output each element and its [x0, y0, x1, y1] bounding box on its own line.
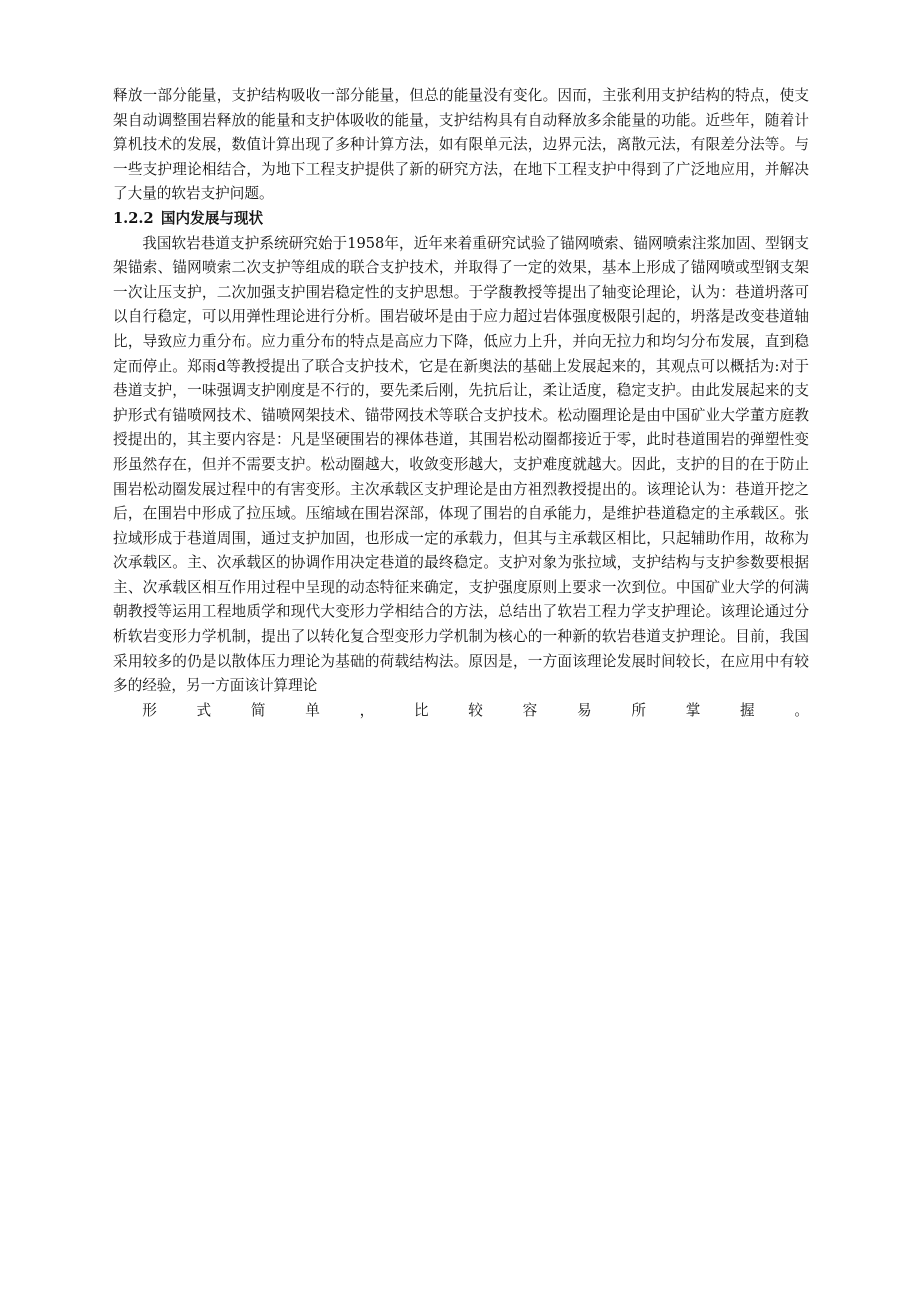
document-body	[113, 84, 809, 723]
section-heading	[113, 207, 809, 232]
section-title: 国内发展与现状	[160, 209, 264, 227]
body-text-last-line: 形式简单，比较容易所掌握。	[142, 701, 809, 719]
body-paragraph	[113, 232, 809, 724]
body-paragraph: 释放一部分能量，支护结构吸收一部分能量，但总的能量没有变化。因而，主张利用支护结构的特点，使支架自动调整围岩释放的能量和支护体吸收的能量，支护结构具有自动释放多余能量的功能。近些年，随着计算机技术的发展，数值计算出现了多种计算方法，如有限单元法，边界元法，离散元法，有限差分法等。与一些支护理论相结合，为地下工程支护提供了新的研究方法，在地下工程支护中得到了广泛地应用，并解决了大量的软岩支护问题。	[113, 87, 809, 203]
body-text: 我国软岩巷道支护系统研究始于1958年，近年来着重研究试验了锚网喷索、锚网喷索注浆加固、型钢支架锚索、锚网喷索二次支护等组成的联合支护技术，并取得了一定的效果，基本上形成了锚网喷或型钢支架一次让压支护，二次加强支护围岩稳定性的支护思想。于学馥教授等提出了轴变论理论，认为：巷道坍落可以自行稳定，可以用弹性理论进行分析。围岩破坏是由于应力超过岩体强度极限引起的，坍落是改变巷道轴比，导致应力重分布。应力重分布的特点是高应力下降，低应力上升，并向无拉力和均匀分布发展，直到稳定而停止。郑雨d等教授提出了联合支护技术，它是在新奥法的基础上发展起来的，其观点可以概括为:对于巷道支护，一味强调支护刚度是不行的，要先柔后刚，先抗后让，柔让适度，稳定支护。由此发展起来的支护形式有锚喷网技术、锚喷网架技术、锚带网技术等联合支护技术。松动圈理论是由中国矿业大学董方庭教授提出的，其主要内容是：凡是坚硬围岩的裸体巷道，其围岩松动圈都接近于零，此时巷道围岩的弹塑性变形虽然存在，但并不需要支护。松动圈越大，收敛变形越大，支护难度就越大。因此，支护的目的在于防止围岩松动圈发展过程中的有害变形。主次承载区支护理论是由方祖烈教授提出的。该理论认为：巷道开挖之后，在围岩中形成了拉压域。压缩域在围岩深部，体现了围岩的自承能力，是维护巷道稳定的主承载区。张拉域形成于巷道周围，通过支护加固，也形成一定的承载力，但其与主承载区相比，只起辅助作用，故称为次承载区。主、次承载区的协调作用决定巷道的最终稳定。支护对象为张拉域，支护结构与支护参数要根据主、次承载区相互作用过程中呈现的动态特征来确定，支护强度原则上要求一次到位。中国矿业大学的何满朝教授等运用工程地质学和现代大变形力学相结合的方法，总结出了软岩工程力学支护理论。该理论通过分析软岩变形力学机制，提出了以转化复合型变形力学机制为核心的一种新的软岩巷道支护理论。目前，我国采用较多的仍是以散体压力理论为基础的荷载结构法。原因是，一方面该理论发展时间较长，在应用中有较多的经验，另一方面该计算理论	[113, 234, 809, 695]
section-number: 1.2.2	[113, 209, 154, 227]
